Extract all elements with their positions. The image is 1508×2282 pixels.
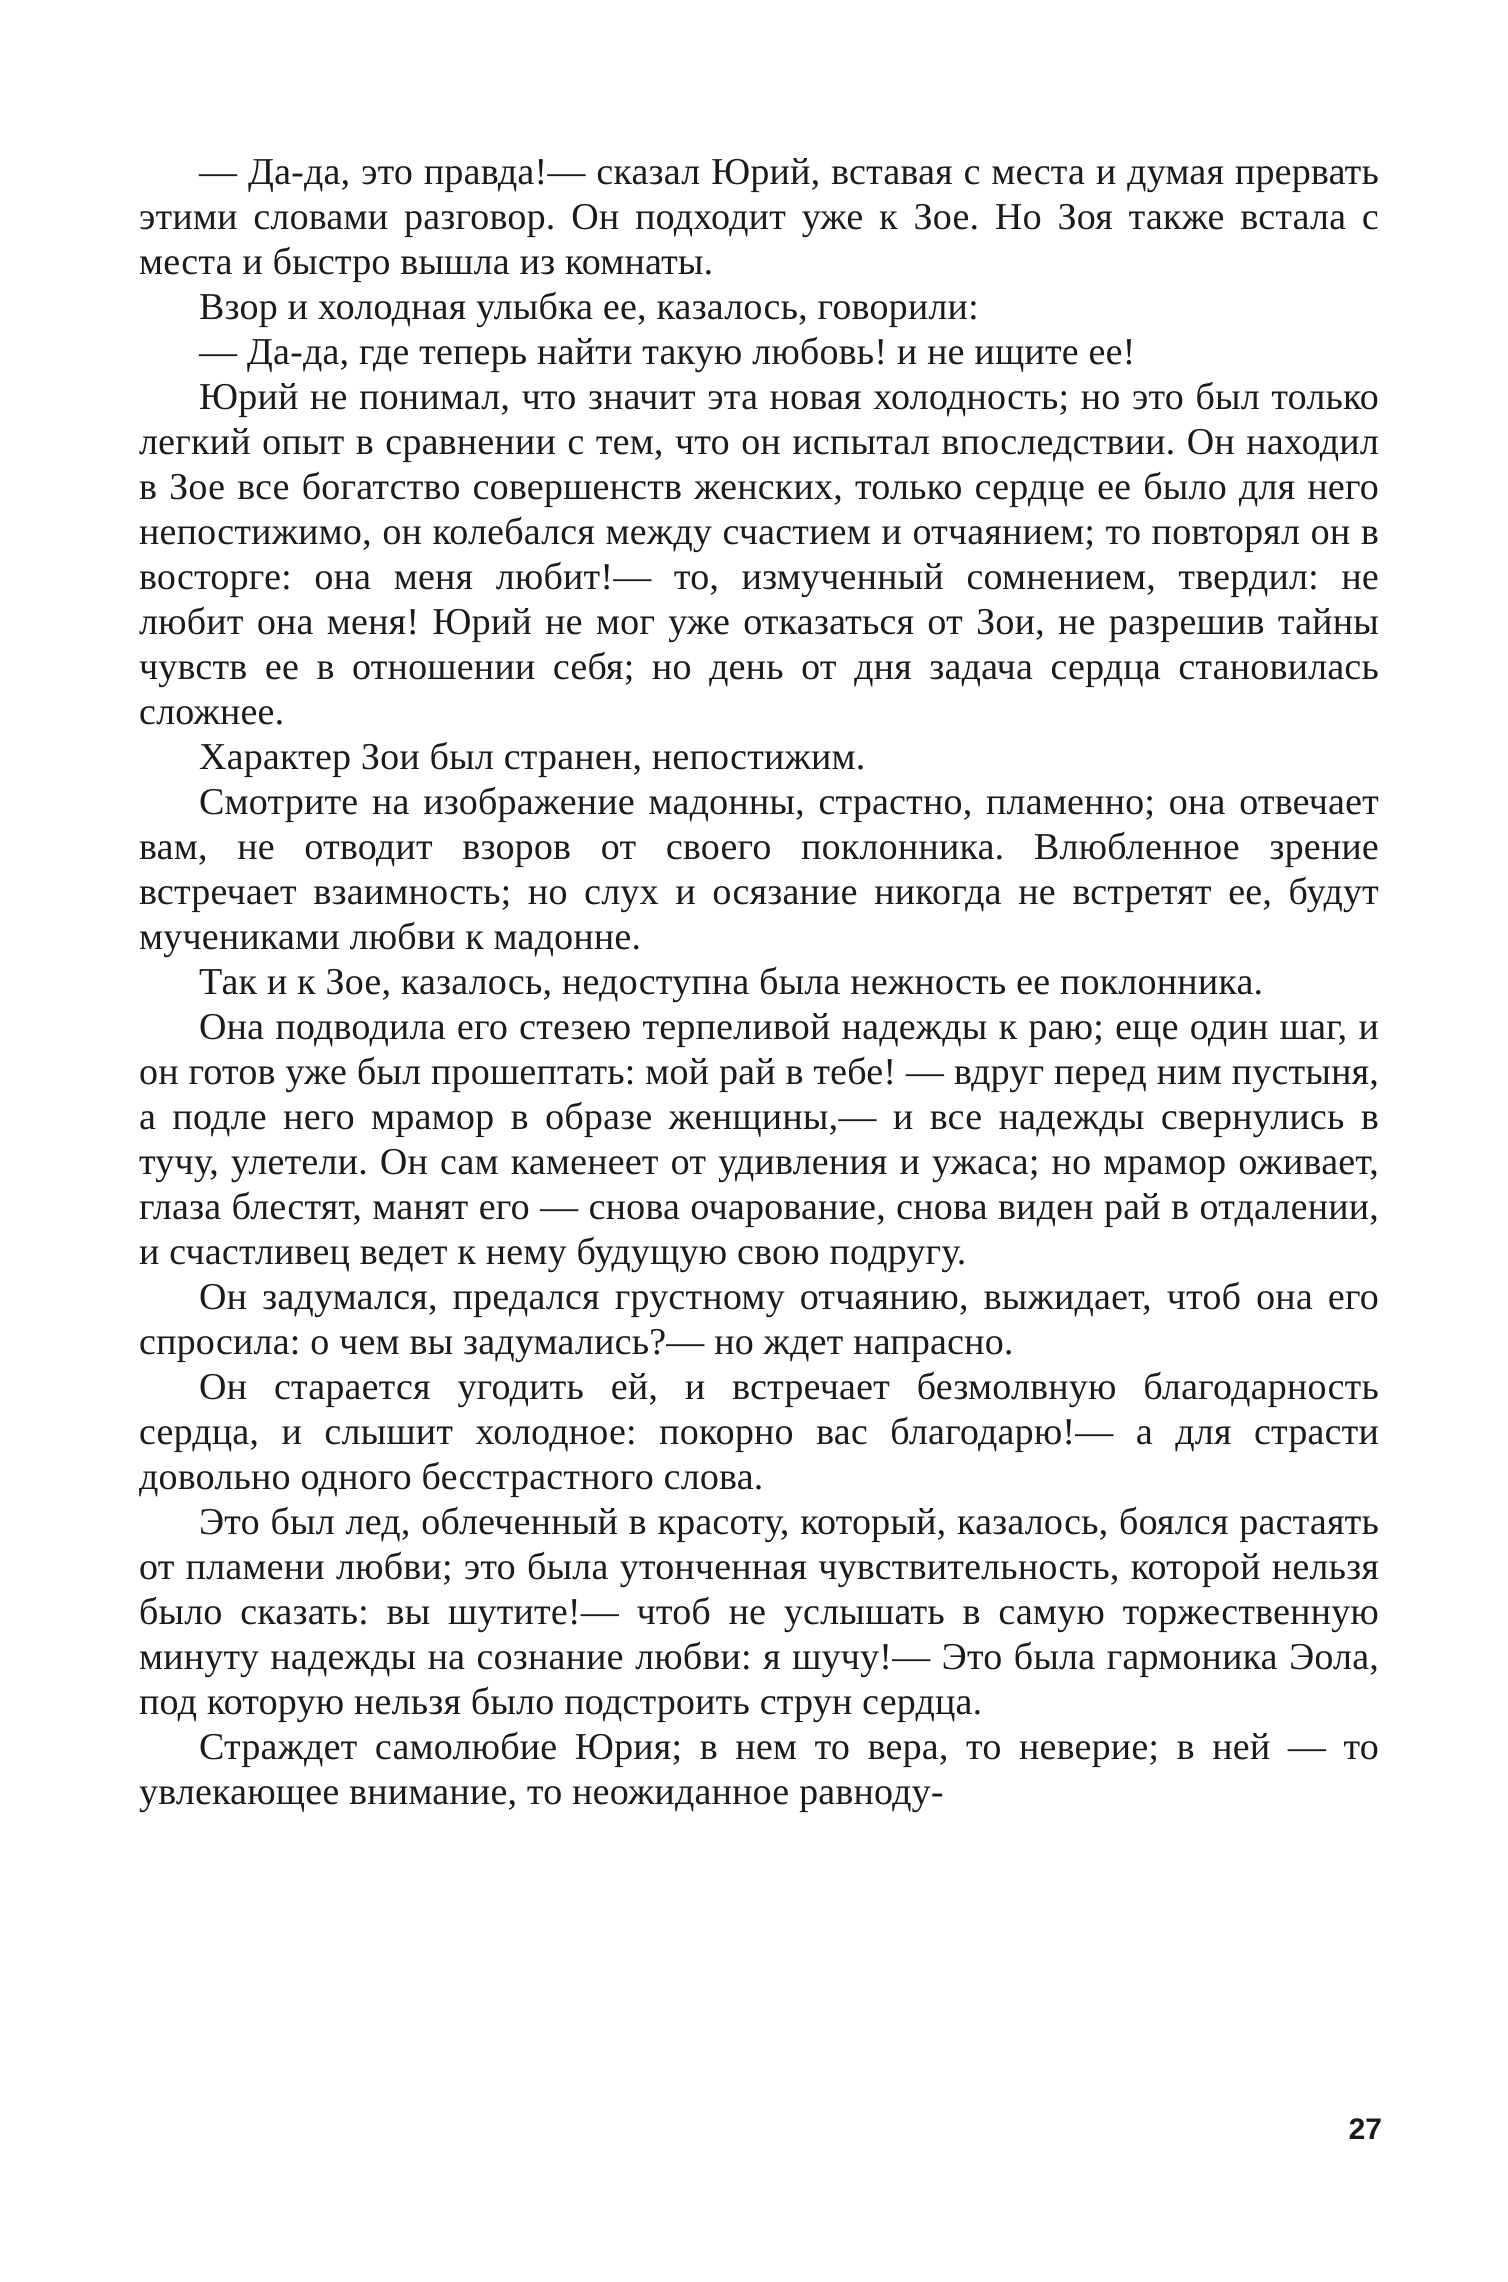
paragraph: Юрий не понимал, что значит эта новая холодность; но это был только легкий опыт в сравнении с тем, что он испытал впоследствии. Он находил в Зое все богатство совершенств женских, только сердце ее было для него непостижимо, он колебался между счастием и отчаянием; то повторял он в восторге: она меня любит!— то, измученный сомнением, твердил: не любит она меня! Юрий не мог уже отказаться от Зои, не разрешив тайны чувств ее в отношении себя; но день от дня задача сердца становилась сложнее. <box>139 376 1379 733</box>
paragraph: Он задумался, предался грустному отчаянию, выжидает, чтоб она его спросила: о чем вы задумались?— но ждет напрасно. <box>139 1276 1379 1363</box>
paragraph: — Да-да, это правда!— сказал Юрий, вставая с места и думая прервать этими словами разговор. Он подходит уже к Зое. Но Зоя также встала с места и быстро вышла из комнаты. <box>139 151 1379 283</box>
paragraph: Она подводила его стезею терпеливой надежды к раю; еще один шаг, и он готов уже был прошептать: мой рай в тебе! — вдруг перед ним пустыня, а подле него мрамор в образе женщины,— и все надежды свернулись в тучу, улетели. Он сам каменеет от удивления и ужаса; но мрамор оживает, глаза блестят, манят его — снова очарование, снова виден рай в отдалении, и счастливец ведет к нему будущую свою подругу. <box>139 1006 1379 1273</box>
paragraph: Характер Зои был странен, непостижим. <box>199 736 866 778</box>
paragraph: Так и к Зое, казалось, недоступна была нежность ее поклонника. <box>199 961 1264 1003</box>
paragraph: Страждет самолюбие Юрия; в нем то вера, то неверие; в ней — то увлекающее внимание, то неожиданное равноду- <box>139 1726 1379 1813</box>
paragraph: Это был лед, облеченный в красоту, который, казалось, боялся растаять от пламени любви; это была утонченная чувствительность, которой нельзя было сказать: вы шутите!— чтоб не услышать в самую торжественную минуту надежды на сознание любви: я шучу!— Это была гармоника Эола, под которую нельзя было подстроить струн сердца. <box>139 1501 1379 1723</box>
paragraph: Смотрите на изображение мадонны, страстно, пламенно; она отвечает вам, не отводит взоров от своего поклонника. Влюбленное зрение встречает взаимность; но слух и осязание никогда не встретят ее, будут мучениками любви к мадонне. <box>139 781 1379 958</box>
page-text <box>139 150 1379 1815</box>
paragraph: — Да-да, где теперь найти такую любовь! и не ищите ее! <box>199 331 1136 373</box>
paragraph: Он старается угодить ей, и встречает безмолвную благодарность сердца, и слышит холодное: покорно вас благодарю!— а для страсти довольно одного бесстрастного слова. <box>139 1366 1379 1498</box>
page-number: 27 <box>1348 2113 1382 2146</box>
paragraph: Взор и холодная улыбка ее, казалось, говорили: <box>199 286 979 328</box>
